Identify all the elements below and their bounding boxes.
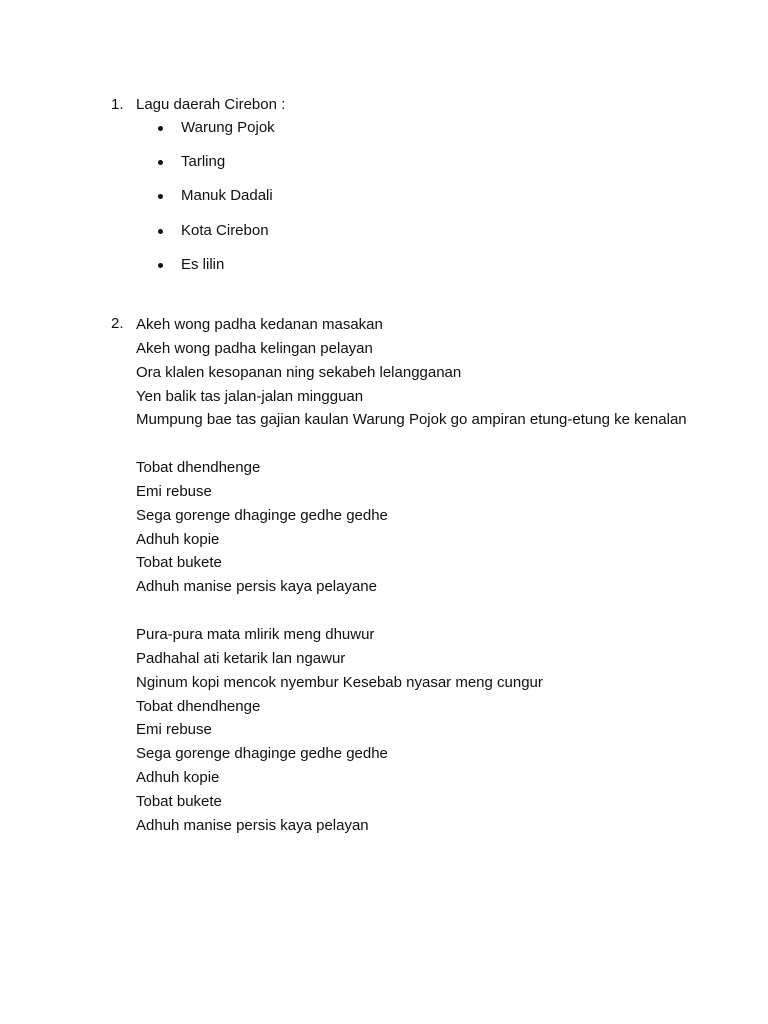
stanza-divider [136, 599, 696, 623]
lyric-line: Adhuh kopie [136, 530, 220, 548]
lyric-line: Yen balik tas jalan-jalan mingguan [136, 387, 364, 405]
lyric-line: Akeh wong padha kelingan pelayan [136, 339, 373, 357]
lyric-line: Ora klalen kesopanan ning sekabeh lelangganan [136, 363, 462, 381]
bullet-icon [158, 229, 163, 234]
song-name: Es lilin [181, 255, 225, 273]
lyric-line: Adhuh manise persis kaya pelayane [136, 578, 377, 596]
lyric-line: Akeh wong padha kedanan masakan [136, 316, 383, 333]
stanza-2 [136, 456, 696, 599]
bullet-icon [158, 194, 163, 199]
lyric-line: Tobat bukete [136, 792, 222, 810]
song-lyrics [136, 313, 696, 838]
lyric-line: Emi rebuse [136, 482, 212, 500]
section1-number: 1. [111, 96, 124, 113]
stanza-divider [136, 432, 696, 456]
section1-title: Lagu daerah Cirebon : [136, 96, 286, 113]
song-name: Warung Pojok [181, 119, 275, 136]
lyric-line: Mumpung bae tas gajian kaulan Warung Pojok go ampiran etung-etung ke kenalan [136, 411, 687, 429]
stanza-1 [136, 313, 696, 432]
lyric-line: Adhuh manise persis kaya pelayan [136, 816, 369, 834]
lyric-line: Adhuh kopie [136, 769, 220, 787]
lyric-line: Sega gorenge dhaginge gedhe gedhe [136, 745, 388, 763]
lyric-line: Pura-pura mata mlirik meng dhuwur [136, 625, 375, 643]
bullet-icon [158, 126, 163, 131]
section2-number: 2. [111, 315, 124, 332]
lyric-line: Padhahal ati ketarik lan ngawur [136, 649, 346, 667]
lyric-line: Sega gorenge dhaginge gedhe gedhe [136, 506, 388, 524]
lyric-line: Tobat bukete [136, 554, 222, 572]
song-name: Tarling [181, 153, 226, 171]
song-name: Manuk Dadali [181, 187, 273, 205]
lyric-line: Nginum kopi mencok nyembur Kesebab nyasar meng cungur [136, 673, 543, 691]
lyric-line: Tobat dhendhenge [136, 459, 261, 477]
bullet-icon [158, 263, 163, 268]
song-name: Kota Cirebon [181, 221, 269, 239]
lyric-line: Tobat dhendhenge [136, 697, 261, 715]
bullet-icon [158, 160, 163, 165]
stanza-3 [136, 623, 696, 838]
lyric-line: Emi rebuse [136, 721, 212, 739]
